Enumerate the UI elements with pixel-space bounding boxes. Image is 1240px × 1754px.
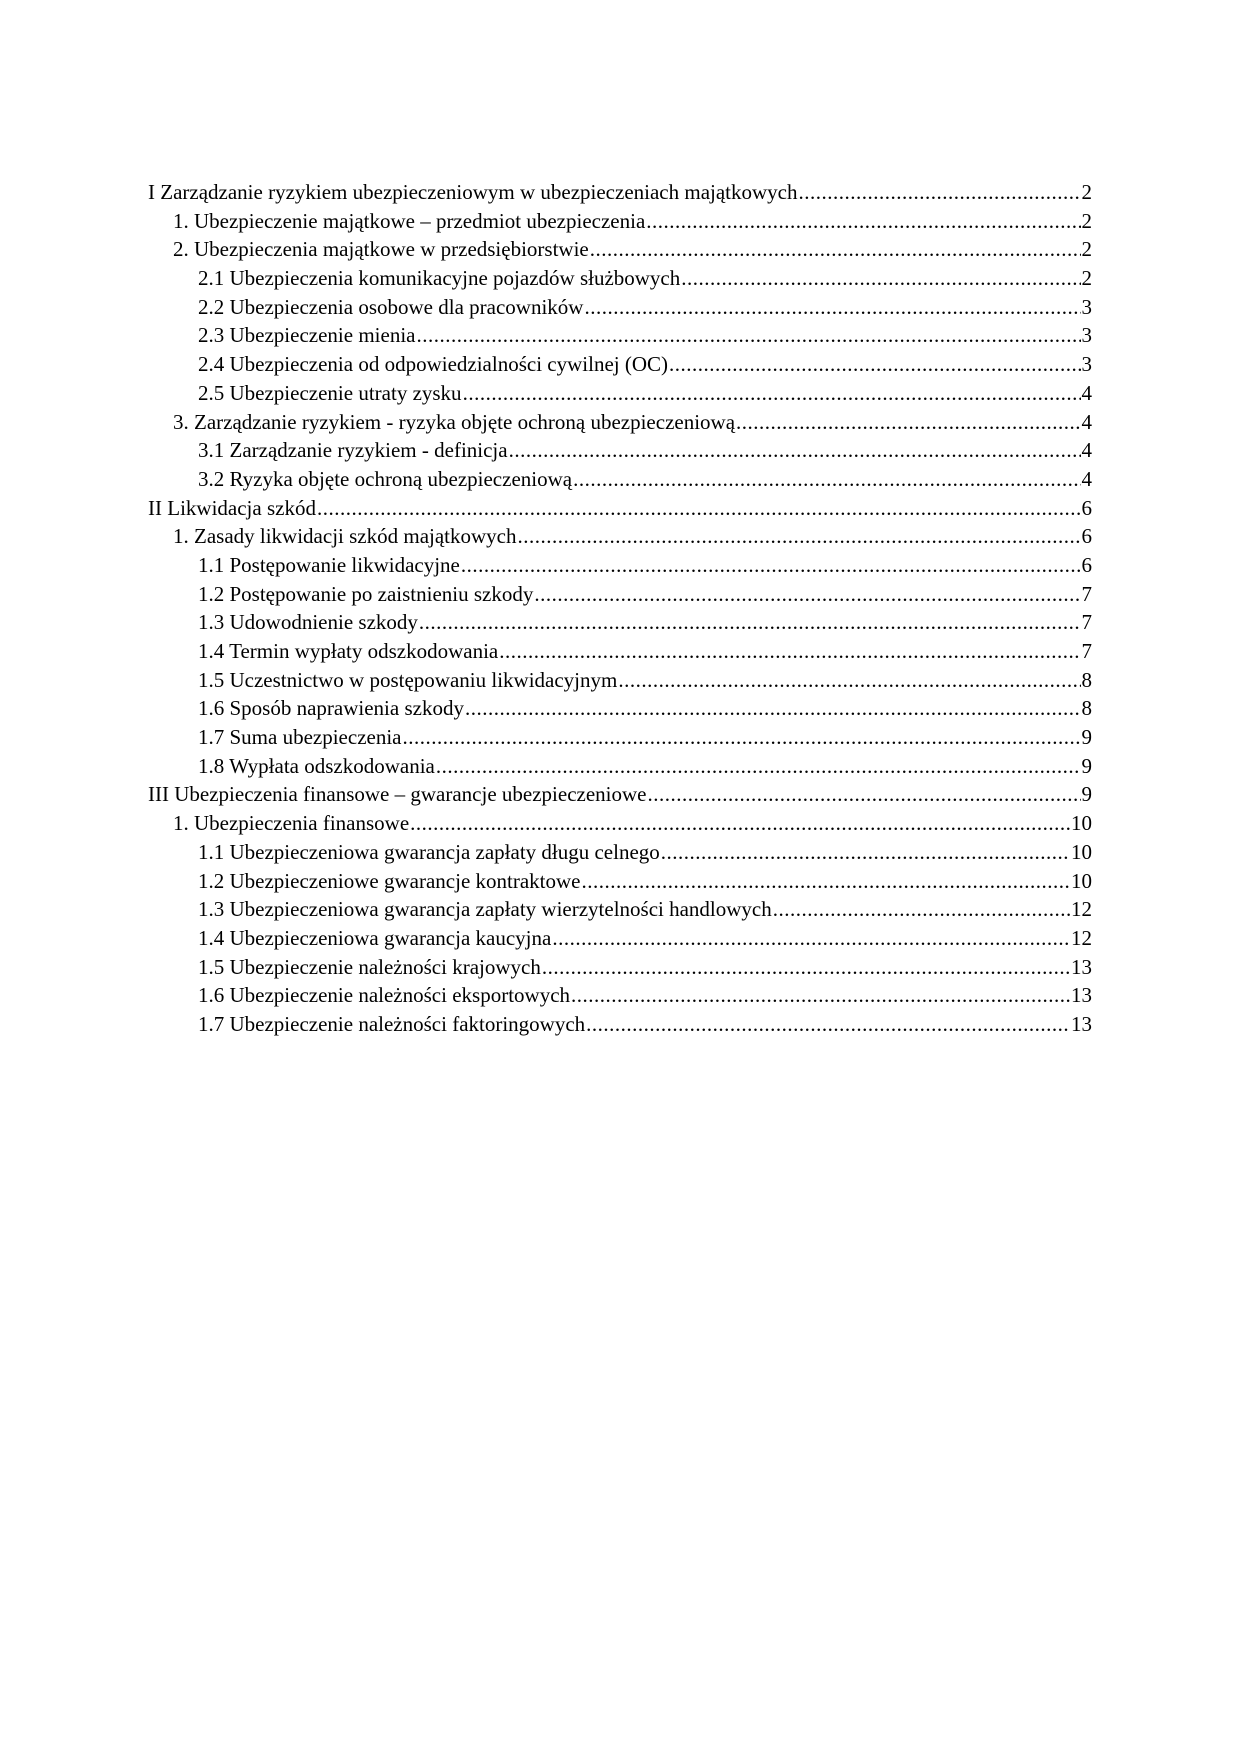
toc-dot-leader [669,350,1080,379]
toc-entry-title: 1.2 Ubezpieczeniowe gwarancje kontraktowe [198,868,581,893]
toc-entry-title: 1.6 Sposób naprawienia szkody [198,696,464,721]
toc-entry-title: 1.4 Termin wypłaty odszkodowania [198,639,499,663]
toc-entry-page-number: 6 [1081,552,1092,577]
toc-entry-page-number: 2 [1081,180,1092,204]
toc-dot-leader [465,694,1081,723]
toc-entry-page-number: 10 [1071,868,1092,893]
toc-dot-leader [736,408,1080,437]
toc-entry-page-number: 13 [1071,983,1092,1008]
toc-entry-page-number: 4 [1081,409,1092,434]
toc-entry-page-number: 12 [1071,925,1092,950]
toc-entry-page-number: 9 [1081,725,1092,750]
toc-entry[interactable] [148,809,1092,838]
toc-entry-title: 2.3 Ubezpieczenie mienia [198,323,416,348]
toc-dot-leader [646,207,1080,236]
toc-dot-leader [419,608,1081,637]
toc-entry[interactable] [148,723,1092,752]
toc-entry-page-number: 7 [1081,639,1092,663]
toc-entry[interactable] [148,838,1092,867]
toc-entry-title: I Zarządzanie ryzykiem ubezpieczeniowym w ubezpieczeniach majątkowych [148,180,798,204]
toc-entry-title: 1.8 Wypłata odszkodowania [198,753,435,778]
toc-entry[interactable] [148,207,1092,236]
table-of-contents [148,178,1092,1039]
toc-entry-page-number: 2 [1081,208,1092,233]
toc-dot-leader [582,867,1071,896]
toc-entry-title: 1. Ubezpieczenie majątkowe – przedmiot ubezpieczenia [173,208,646,233]
toc-entry-title: 1.5 Uczestnictwo w postępowaniu likwidacyjnym [198,667,618,692]
toc-entry[interactable] [148,780,1092,809]
toc-dot-leader [410,809,1070,838]
toc-entry-page-number: 12 [1071,897,1092,922]
toc-dot-leader [416,321,1080,350]
toc-dot-leader [499,637,1080,666]
toc-entry[interactable] [148,924,1092,953]
toc-entry[interactable] [148,608,1092,637]
toc-entry-title: 1.1 Postępowanie likwidacyjne [198,552,460,577]
toc-entry[interactable] [148,465,1092,494]
toc-dot-leader [461,551,1081,580]
toc-dot-leader [799,178,1081,207]
toc-entry-page-number: 3 [1081,323,1092,348]
toc-entry-page-number: 13 [1071,954,1092,979]
toc-entry[interactable] [148,580,1092,609]
toc-entry-page-number: 10 [1071,811,1092,836]
toc-entry-title: 3.1 Zarządzanie ryzykiem - definicja [198,438,508,463]
toc-entry[interactable] [148,981,1092,1010]
toc-entry-title: 1.7 Ubezpieczenie należności faktoringowych [198,1011,586,1036]
toc-entry-page-number: 3 [1081,294,1092,319]
toc-dot-leader [317,494,1081,523]
toc-entry-title: 1. Zasady likwidacji szkód majątkowych [173,524,517,549]
toc-entry-title: 2.4 Ubezpieczenia od odpowiedzialności cywilnej (OC) [198,352,669,377]
toc-entry[interactable] [148,895,1092,924]
toc-entry[interactable] [148,264,1092,293]
toc-entry-title: 1.6 Ubezpieczenie należności eksportowych [198,983,571,1008]
toc-entry-page-number: 4 [1081,380,1092,405]
toc-dot-leader [542,953,1070,982]
toc-dot-leader [571,981,1070,1010]
toc-dot-leader [463,379,1081,408]
toc-entry[interactable] [148,350,1092,379]
toc-entry-page-number: 4 [1081,438,1092,463]
toc-entry-page-number: 6 [1081,524,1092,549]
toc-entry[interactable] [148,1010,1092,1039]
toc-entry-title: 1.1 Ubezpieczeniowa gwarancja zapłaty długu celnego [198,839,660,864]
toc-dot-leader [518,522,1081,551]
toc-entry[interactable] [148,694,1092,723]
toc-entry-title: II Likwidacja szkód [148,495,316,520]
toc-entry-page-number: 3 [1081,352,1092,377]
toc-dot-leader [509,436,1081,465]
toc-entry-title: 1.5 Ubezpieczenie należności krajowych [198,954,541,979]
toc-entry-page-number: 7 [1081,581,1092,606]
toc-entry[interactable] [148,752,1092,781]
toc-entry-title: 1.7 Suma ubezpieczenia [198,725,402,750]
toc-dot-leader [534,580,1080,609]
toc-entry-page-number: 10 [1071,839,1092,864]
toc-dot-leader [773,895,1070,924]
toc-entry-title: 2. Ubezpieczenia majątkowe w przedsiębiorstwie [173,237,589,262]
toc-entry-page-number: 4 [1081,466,1092,491]
toc-dot-leader [552,924,1070,953]
toc-dot-leader [661,838,1070,867]
toc-dot-leader [618,666,1080,695]
toc-dot-leader [647,780,1080,809]
toc-entry-page-number: 9 [1081,753,1092,778]
toc-entry-title: 2.5 Ubezpieczenie utraty zysku [198,380,462,405]
toc-dot-leader [586,1010,1070,1039]
toc-dot-leader [436,752,1081,781]
toc-entry-page-number: 6 [1081,495,1092,520]
toc-entry-title: 1.3 Udowodnienie szkody [198,610,418,635]
toc-dot-leader [590,235,1081,264]
toc-entry[interactable] [148,293,1092,322]
toc-dot-leader [584,293,1080,322]
toc-entry-title: 2.1 Ubezpieczenia komunikacyjne pojazdów służbowych [198,266,681,291]
toc-entry-page-number: 8 [1081,667,1092,692]
toc-entry[interactable] [148,321,1092,350]
toc-entry[interactable] [148,436,1092,465]
toc-entry-page-number: 2 [1081,266,1092,291]
toc-entry[interactable] [148,551,1092,580]
toc-entry-page-number: 2 [1081,237,1092,262]
toc-entry-title: 3.2 Ryzyka objęte ochroną ubezpieczeniową [198,466,573,491]
toc-dot-leader [403,723,1081,752]
toc-entry[interactable] [148,522,1092,551]
toc-entry-page-number: 9 [1081,782,1092,807]
toc-entry-title: 1.3 Ubezpieczeniowa gwarancja zapłaty wierzytelności handlowych [198,897,772,922]
toc-entry-title: III Ubezpieczenia finansowe – gwarancje ubezpieczeniowe [148,782,647,807]
toc-entry-title: 3. Zarządzanie ryzykiem - ryzyka objęte ochroną ubezpieczeniową [173,409,736,434]
toc-entry-page-number: 13 [1071,1011,1092,1036]
toc-dot-leader [681,264,1080,293]
toc-entry-title: 1. Ubezpieczenia finansowe [173,811,410,836]
toc-entry[interactable] [148,666,1092,695]
toc-entry[interactable] [148,953,1092,982]
toc-entry[interactable] [148,867,1092,896]
toc-entry[interactable] [148,637,1092,666]
toc-entry[interactable] [148,379,1092,408]
toc-entry[interactable] [148,408,1092,437]
toc-entry-title: 2.2 Ubezpieczenia osobowe dla pracowników [198,294,584,319]
toc-entry[interactable] [148,494,1092,523]
toc-entry-title: 1.2 Postępowanie po zaistnieniu szkody [198,581,534,606]
toc-entry-page-number: 7 [1081,610,1092,635]
toc-entry[interactable] [148,178,1092,207]
toc-entry[interactable] [148,235,1092,264]
toc-entry-title: 1.4 Ubezpieczeniowa gwarancja kaucyjna [198,925,552,950]
toc-dot-leader [573,465,1080,494]
toc-entry-page-number: 8 [1081,696,1092,721]
